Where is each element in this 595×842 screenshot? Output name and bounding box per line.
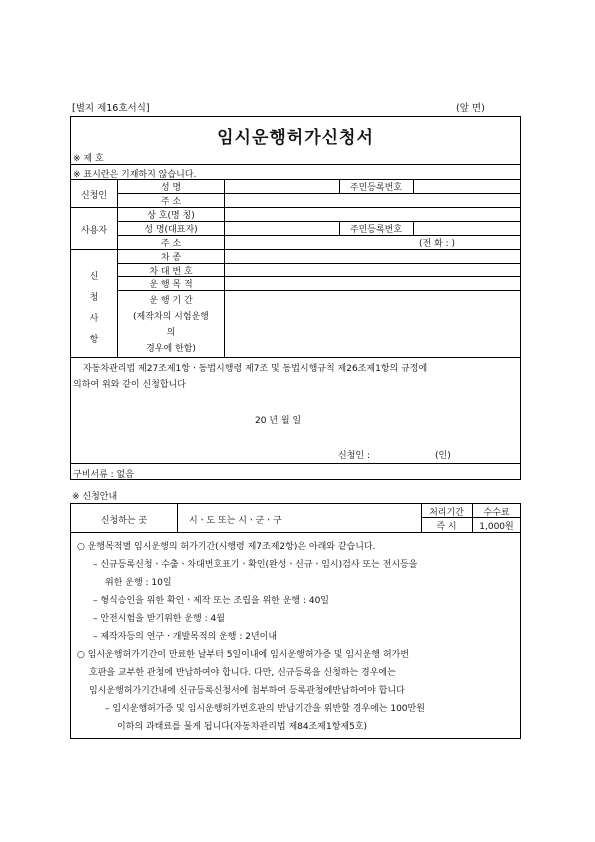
operation-purpose-label: 운 행 목 적 [149,280,193,290]
required-documents: 구비서류 : 없음 [73,470,134,480]
note-line: – 제작자등의 연구ㆍ개발목적의 운행 : 2년이내 [93,632,278,642]
note-line: ○ 임시운행허가기간이 만료한 날부터 5일이내에 임시운행허가증 및 임시운행 허가번 [77,650,410,660]
note-line: – 형식승인을 위한 확인ㆍ제작 또는 조립을 위한 운행 : 40일 [93,596,330,606]
legal-statement-line1: 자동차관리법 제27조제1항ㆍ동법시행령 제7조 및 동법시행규칙 제26조제1항의 규정에 [83,364,428,374]
user-rep-name-label: 성 명(대표자) [144,225,198,235]
fee-value: 1,000원 [479,522,514,532]
applicant-address-label: 주 소 [160,197,182,207]
processing-period-label: 처리기간 [429,508,464,518]
vehicle-type-label: 차 종 [160,253,182,263]
application-guide [70,503,521,739]
applicant-name-label: 성 명 [160,183,182,193]
application-date: 20 년 월 일 [255,416,302,426]
legal-statement-line2: 의하여 위와 같이 신청합니다 [73,380,186,390]
note-line: 호판을 교부한 관청에 반납하여야 합니다. 다만, 신규등록을 신청하는 경우에는 [89,668,396,678]
operation-period-label: 운 행 기 간 (제작차의 시험운행 의 경우에 한함) [133,296,209,354]
application-section-label: 신 청 사 항 [89,272,99,345]
user-phone-label: (전 화 : ) [419,239,456,249]
guide-title: ※ 신청안내 [72,492,118,502]
form-number: [별지 제16호서식] [72,103,150,114]
form-title: 임시운행허가신청서 [217,128,374,148]
signer-label: 신청인 : [338,451,370,461]
office-value: 시ㆍ도 또는 시ㆍ군ㆍ구 [189,516,282,526]
receipt-number-label: ※ 제 호 [73,154,104,164]
notice-text: ※ 표시란은 기재하지 않습니다. [73,170,197,180]
user-section-label: 사용자 [80,226,108,236]
page-side-label: (앞 면) [456,103,485,114]
applicant-regno-label: 주민등록번호 [349,183,403,193]
user-trade-name-label: 상 호(명 칭) [147,211,195,221]
seal-label: (인) [435,451,451,461]
user-regno-label: 주민등록번호 [349,225,403,235]
office-label: 신청하는 곳 [100,516,148,526]
note-line: 위한 운행 : 10일 [105,578,172,588]
note-line: 임시운행허가기간내에 신규등록신청서에 첨부하여 등록관청에반납하여야 합니다 [89,686,405,696]
chassis-number-label: 차 대 번 호 [149,267,193,277]
application-form [70,116,521,480]
fee-label: 수수료 [483,508,510,518]
note-line: 이하의 과태료를 물게 됩니다(자동차관리법 제84조제1항제5호) [117,722,368,732]
user-address-label: 주 소 [160,239,182,249]
processing-period-value: 즉 시 [436,522,457,532]
applicant-section-label: 신청인 [80,191,108,201]
note-line: – 임시운행허가증 및 임시운행허가번호판의 반납기간을 위반할 경우에는 100만원 [105,704,425,714]
note-line: – 신규등록신청ㆍ수출ㆍ차대번호표기ㆍ확인(완성ㆍ신규ㆍ임시)검사 또는 전시등을 [93,560,418,570]
note-line: ○ 운행목적별 임시운행의 허가기간(시행령 제7조제2항)은 아래와 같습니다. [77,542,376,552]
note-line: – 안전시험을 받기위한 운행 : 4월 [93,614,225,624]
